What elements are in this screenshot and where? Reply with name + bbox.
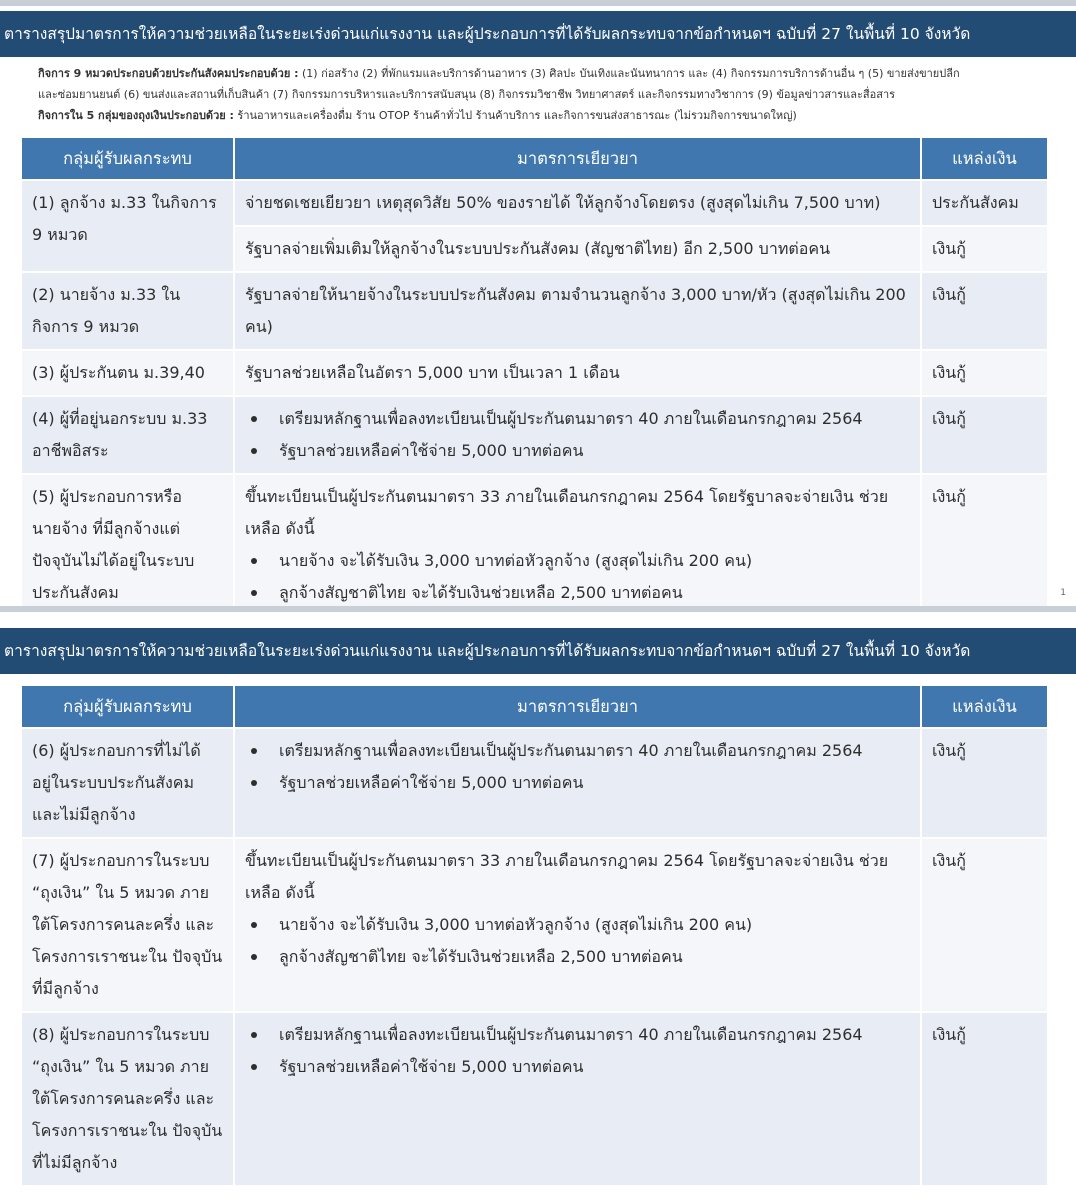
measure-cell	[234, 728, 921, 838]
measure-intro: ขึ้นทะเบียนเป็นผู้ประกันตนมาตรา 33 ภายในเดือนกรกฎาคม 2564 โดยรัฐบาลจะจ่ายเงิน ช่วยเหลือ ดังนี้	[245, 851, 889, 902]
table-row	[22, 838, 1047, 1012]
list-item: นายจ้าง จะได้รับเงิน 3,000 บาทต่อหัวลูกจ้าง (สูงสุดไม่เกิน 200 คน)	[245, 909, 910, 941]
header-funding-source: แหล่งเงิน	[921, 686, 1047, 728]
group-cell: (3) ผู้ประกันตน ม.39,40	[22, 350, 234, 396]
source-cell: เงินกู้	[921, 350, 1047, 396]
slide-2-title: ตารางสรุปมาตรการให้ความช่วยเหลือในระยะเร่งด่วนแก่แรงงาน และผู้ประกอบการที่ได้รับผลกระทบจากข้อกำหนดฯ ฉบับที่ 27 ในพื้นที่ 10 จังหวัด	[0, 628, 1076, 674]
measure-intro: ขึ้นทะเบียนเป็นผู้ประกันตนมาตรา 33 ภายในเดือนกรกฎาคม 2564 โดยรัฐบาลจะจ่ายเงิน ช่วยเหลือ ดังนี้	[245, 487, 889, 538]
bullet-list	[245, 403, 910, 467]
group-cell: (2) นายจ้าง ม.33 ใน กิจการ 9 หมวด	[22, 272, 234, 350]
measure-cell: จ่ายชดเชยเยียวยา เหตุสุดวิสัย 50% ของรายได้ ให้ลูกจ้างโดยตรง (สูงสุดไม่เกิน 7,500 บาท)	[234, 180, 921, 226]
group-cell: (5) ผู้ประกอบการหรือ นายจ้าง ที่มีลูกจ้างแต่ ปัจจุบันไม่ได้อยู่ในระบบ ประกันสังคม	[22, 474, 234, 615]
measure-cell	[234, 1012, 921, 1185]
source-cell: เงินกู้	[921, 272, 1047, 350]
table-row	[22, 272, 1047, 350]
measures-table-1	[22, 138, 1047, 615]
category-notes	[38, 63, 1038, 126]
note-1-text: (1) ก่อสร้าง (2) ที่พักแรมและบริการด้านอาหาร (3) ศิลปะ บันเทิงและนันทนาการ และ (4) กิจกรรมการบริการด้านอื่น ๆ (5) ขายส่งขายปลีก	[298, 67, 960, 80]
source-cell: ประกันสังคม	[921, 180, 1047, 226]
slide-1-title: ตารางสรุปมาตรการให้ความช่วยเหลือในระยะเร่งด่วนแก่แรงงาน และผู้ประกอบการที่ได้รับผลกระทบจากข้อกำหนดฯ ฉบับที่ 27 ในพื้นที่ 10 จังหวัด	[0, 11, 1076, 57]
list-item: ลูกจ้างสัญชาติไทย จะได้รับเงินช่วยเหลือ 2,500 บาทต่อคน	[245, 941, 910, 973]
note-line-2	[38, 84, 1038, 105]
source-cell: เงินกู้	[921, 838, 1047, 1012]
note-1-heading: กิจการ 9 หมวดประกอบด้วยประกันสังคมประกอบด้วย :	[38, 67, 299, 80]
table-row	[22, 1012, 1047, 1185]
source-cell: เงินกู้	[921, 226, 1047, 272]
header-relief-measure: มาตรการเยียวยา	[234, 686, 921, 728]
measures-table-2	[22, 686, 1047, 1185]
measure-cell	[234, 838, 921, 1012]
bullet-list	[245, 545, 910, 609]
table-row	[22, 350, 1047, 396]
group-cell: (6) ผู้ประกอบการที่ไม่ได้ อยู่ในระบบประกันสังคม และไม่มีลูกจ้าง	[22, 728, 234, 838]
note-line-3	[38, 105, 1038, 126]
list-item: เตรียมหลักฐานเพื่อลงทะเบียนเป็นผู้ประกันตนมาตรา 40 ภายในเดือนกรกฎาคม 2564	[245, 735, 910, 767]
header-affected-group: กลุ่มผู้รับผลกระทบ	[22, 138, 234, 180]
measure-cell	[234, 396, 921, 474]
measure-cell: รัฐบาลช่วยเหลือในอัตรา 5,000 บาท เป็นเวลา 1 เดือน	[234, 350, 921, 396]
note-3-heading: กิจการใน 5 กลุ่มของถุงเงินประกอบด้วย :	[38, 109, 234, 122]
source-cell: เงินกู้	[921, 728, 1047, 838]
measure-cell: รัฐบาลจ่ายเพิ่มเติมให้ลูกจ้างในระบบประกันสังคม (สัญชาติไทย) อีก 2,500 บาทต่อคน	[234, 226, 921, 272]
bullet-list	[245, 735, 910, 799]
source-cell: เงินกู้	[921, 1012, 1047, 1185]
list-item: รัฐบาลช่วยเหลือค่าใช้จ่าย 5,000 บาทต่อคน	[245, 435, 910, 467]
bullet-list	[245, 909, 910, 973]
table-row	[22, 180, 1047, 226]
table-row	[22, 396, 1047, 474]
note-3-text: ร้านอาหารและเครื่องดื่ม ร้าน OTOP ร้านค้าทั่วไป ร้านค้าบริการ และกิจการขนส่งสาธารณะ (ไม่รวมกิจการขนาดใหญ่)	[233, 109, 797, 122]
top-divider	[0, 0, 1076, 6]
page-number: 1	[1060, 588, 1066, 598]
list-item: เตรียมหลักฐานเพื่อลงทะเบียนเป็นผู้ประกันตนมาตรา 40 ภายในเดือนกรกฎาคม 2564	[245, 403, 910, 435]
note-line-1	[38, 63, 1038, 84]
header-funding-source: แหล่งเงิน	[921, 138, 1047, 180]
source-cell: เงินกู้	[921, 474, 1047, 615]
list-item: นายจ้าง จะได้รับเงิน 3,000 บาทต่อหัวลูกจ้าง (สูงสุดไม่เกิน 200 คน)	[245, 545, 910, 577]
list-item: รัฐบาลช่วยเหลือค่าใช้จ่าย 5,000 บาทต่อคน	[245, 1051, 910, 1083]
table-row	[22, 474, 1047, 615]
group-cell: (7) ผู้ประกอบการในระบบ “ถุงเงิน” ใน 5 หมวด ภายใต้โครงการคนละครึ่ง และโครงการเราชนะใน ปัจจุบันที่มีลูกจ้าง	[22, 838, 234, 1012]
group-cell: (8) ผู้ประกอบการในระบบ “ถุงเงิน” ใน 5 หมวด ภายใต้โครงการคนละครึ่ง และโครงการเราชนะใน ปัจจุบันที่ไม่มีลูกจ้าง	[22, 1012, 234, 1185]
group-cell: (4) ผู้ที่อยู่นอกระบบ ม.33 อาชีพอิสระ	[22, 396, 234, 474]
table-row	[22, 728, 1047, 838]
list-item: รัฐบาลช่วยเหลือค่าใช้จ่าย 5,000 บาทต่อคน	[245, 767, 910, 799]
measure-cell	[234, 474, 921, 615]
note-2-text: และซ่อมยานยนต์ (6) ขนส่งและสถานที่เก็บสินค้า (7) กิจกรรมการบริหารและบริการสนับสนุน (8) กิจกรรมวิชาชีพ วิทยาศาสตร์ และกิจกรรมทางวิชาการ (9) ข้อมูลข่าวสารและสื่อสาร	[38, 88, 896, 101]
bullet-list	[245, 1019, 910, 1083]
header-affected-group: กลุ่มผู้รับผลกระทบ	[22, 686, 234, 728]
header-relief-measure: มาตรการเยียวยา	[234, 138, 921, 180]
table-header-row	[22, 138, 1047, 180]
slide-2	[0, 606, 1076, 1200]
measure-cell: รัฐบาลจ่ายให้นายจ้างในระบบประกันสังคม ตามจำนวนลูกจ้าง 3,000 บาท/หัว (สูงสุดไม่เกิน 200 คน)	[234, 272, 921, 350]
table-header-row	[22, 686, 1047, 728]
top-divider	[0, 606, 1076, 612]
source-cell: เงินกู้	[921, 396, 1047, 474]
list-item: ลูกจ้างสัญชาติไทย จะได้รับเงินช่วยเหลือ 2,500 บาทต่อคน	[245, 577, 910, 609]
group-cell: (1) ลูกจ้าง ม.33 ในกิจการ 9 หมวด	[22, 180, 234, 272]
list-item: เตรียมหลักฐานเพื่อลงทะเบียนเป็นผู้ประกันตนมาตรา 40 ภายในเดือนกรกฎาคม 2564	[245, 1019, 910, 1051]
